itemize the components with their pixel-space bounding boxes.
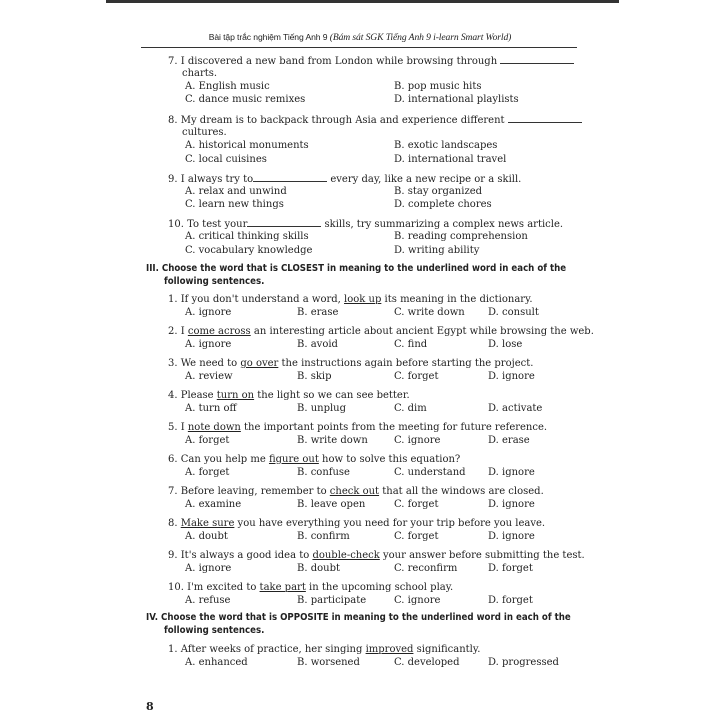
- question-text: I always try to: [180, 174, 254, 185]
- question-text-end: skills, try summarizing a complex news article.: [324, 219, 564, 230]
- option-c: C. forget: [394, 531, 439, 542]
- option-a: A. enhanced: [185, 657, 248, 668]
- option-d: D. forget: [488, 563, 533, 574]
- section-iv-heading: IV. Choose the word that is OPPOSITE in meaning to the underlined word in each of the: [146, 612, 571, 623]
- option-b: B. reading comprehension: [394, 231, 528, 242]
- option-b: B. leave open: [297, 499, 366, 510]
- question-text: 4. Please: [168, 390, 217, 401]
- option-d: D. erase: [488, 435, 530, 446]
- section-iv-heading-cont: following sentences.: [164, 625, 265, 636]
- header-subtitle: (Bám sát SGK Tiếng Anh 9 i-learn Smart World): [329, 32, 512, 43]
- question-text-end: the light so we can see better.: [254, 390, 410, 401]
- question-text: I discovered a new band from London while browsing through: [180, 56, 498, 67]
- option-c: C. local cuisines: [185, 154, 267, 165]
- underlined-phrase: go over: [240, 358, 279, 369]
- option-b: B. confuse: [297, 467, 350, 478]
- underlined-phrase: figure out: [268, 454, 319, 465]
- question-text-end: significantly.: [413, 644, 481, 655]
- option-b: B. worsened: [297, 657, 360, 668]
- option-b: B. pop music hits: [394, 81, 482, 92]
- question-3: [168, 358, 533, 370]
- question-text-end: every day, like a new recipe or a skill.: [330, 174, 522, 185]
- option-d: D. international travel: [394, 154, 507, 165]
- question-4: [168, 390, 410, 402]
- answer-blank: [508, 114, 582, 123]
- question-5: [168, 422, 547, 434]
- underlined-phrase: double-check: [312, 550, 380, 561]
- section-iii-heading: III. Choose the word that is CLOSEST in meaning to the underlined word in each of the: [146, 263, 567, 274]
- underlined-phrase: turn on: [216, 390, 255, 401]
- option-a: A. turn off: [185, 403, 237, 414]
- option-c: C. vocabulary knowledge: [185, 245, 313, 256]
- question-continuation: cultures.: [182, 127, 227, 138]
- option-a: A. review: [185, 371, 233, 382]
- question-text-end: your answer before submitting the test.: [379, 550, 585, 561]
- question-text: 8.: [168, 518, 181, 529]
- question-number: 8.: [168, 115, 178, 126]
- question-text-end: the instructions again before starting the project.: [278, 358, 534, 369]
- option-d: D. lose: [488, 339, 523, 350]
- question-text: To test your: [187, 219, 248, 230]
- question-text: 1. After weeks of practice, her singing: [168, 644, 366, 655]
- option-b: B. skip: [297, 371, 332, 382]
- option-d: D. ignore: [488, 531, 535, 542]
- underlined-phrase: take part: [259, 582, 306, 593]
- option-d: D. activate: [488, 403, 543, 414]
- question-continuation: charts.: [182, 68, 218, 79]
- question-text: My dream is to backpack through Asia and experience different: [180, 115, 505, 126]
- underlined-phrase: Make sure: [180, 518, 235, 529]
- option-d: D. ignore: [488, 499, 535, 510]
- option-c: C. dim: [394, 403, 427, 414]
- underlined-phrase: check out: [329, 486, 380, 497]
- option-a: A. ignore: [185, 339, 232, 350]
- option-c: C. write down: [394, 307, 465, 318]
- option-a: A. historical monuments: [185, 140, 309, 151]
- option-b: B. doubt: [297, 563, 340, 574]
- option-c: C. forget: [394, 371, 439, 382]
- option-b: B. avoid: [297, 339, 338, 350]
- answer-blank: [247, 218, 321, 227]
- question-text: 9. It's always a good idea to: [168, 550, 313, 561]
- option-d: D. ignore: [488, 467, 535, 478]
- underlined-phrase: improved: [365, 644, 414, 655]
- question-number: 7.: [168, 56, 178, 67]
- option-b: B. exotic landscapes: [394, 140, 498, 151]
- question-text: 10. I'm excited to: [168, 582, 260, 593]
- option-c: C. understand: [394, 467, 466, 478]
- question-10: [168, 582, 453, 594]
- option-c: C. find: [394, 339, 428, 350]
- question-text-end: the important points from the meeting for future reference.: [240, 422, 548, 433]
- option-a: A. critical thinking skills: [185, 231, 309, 242]
- option-d: D. consult: [488, 307, 539, 318]
- option-a: A. refuse: [185, 595, 231, 606]
- option-a: A. examine: [185, 499, 242, 510]
- option-a: A. forget: [185, 467, 230, 478]
- option-d: D. international playlists: [394, 94, 519, 105]
- underlined-phrase: note down: [187, 422, 241, 433]
- option-b: B. stay organized: [394, 186, 483, 197]
- option-d: D. progressed: [488, 657, 559, 668]
- option-c: C. ignore: [394, 435, 441, 446]
- page-number: 8: [146, 700, 154, 713]
- question-7: [168, 55, 574, 68]
- option-b: B. participate: [297, 595, 367, 606]
- option-d: D. ignore: [488, 371, 535, 382]
- question-text: 2. I: [168, 326, 188, 337]
- option-a: A. doubt: [185, 531, 228, 542]
- option-b: B. unplug: [297, 403, 347, 414]
- question-8: [168, 114, 582, 127]
- option-a: A. English music: [185, 81, 270, 92]
- question-2: [168, 326, 594, 338]
- question-number: 9.: [168, 174, 178, 185]
- question-text: 1. If you don't understand a word,: [168, 294, 345, 305]
- underlined-phrase: come across: [187, 326, 251, 337]
- option-c: C. learn new things: [185, 199, 284, 210]
- question-text: 5. I: [168, 422, 188, 433]
- underlined-phrase: look up: [344, 294, 382, 305]
- option-b: B. confirm: [297, 531, 350, 542]
- question-1: [168, 294, 533, 306]
- option-a: A. ignore: [185, 563, 232, 574]
- option-a: A. relax and unwind: [185, 186, 287, 197]
- section-iii-heading-cont: following sentences.: [164, 276, 265, 287]
- question-8: [168, 518, 545, 530]
- option-d: D. complete chores: [394, 199, 492, 210]
- question-text: 7. Before leaving, remember to: [168, 486, 330, 497]
- header-title: Bài tập trắc nghiệm Tiếng Anh 9: [208, 32, 330, 42]
- question-6: [168, 454, 460, 466]
- option-d: D. forget: [488, 595, 533, 606]
- option-a: A. ignore: [185, 307, 232, 318]
- answer-blank: [500, 55, 574, 64]
- question-text-end: in the upcoming school play.: [305, 582, 454, 593]
- option-b: B. erase: [297, 307, 339, 318]
- question-number: 10.: [168, 219, 184, 230]
- question-10: [168, 218, 563, 231]
- option-c: C. reconfirm: [394, 563, 458, 574]
- option-c: C. dance music remixes: [185, 94, 306, 105]
- question-7: [168, 486, 544, 498]
- question-text-end: an interesting article about ancient Egypt while browsing the web.: [250, 326, 594, 337]
- question-text-end: how to solve this equation?: [318, 454, 461, 465]
- option-b: B. write down: [297, 435, 368, 446]
- option-c: C. developed: [394, 657, 460, 668]
- question-text: 3. We need to: [168, 358, 241, 369]
- question-text-end: its meaning in the dictionary.: [381, 294, 533, 305]
- option-d: D. writing ability: [394, 245, 480, 256]
- answer-blank: [253, 173, 327, 182]
- option-a: A. forget: [185, 435, 230, 446]
- question-9: [168, 173, 521, 186]
- option-c: C. forget: [394, 499, 439, 510]
- question-text: 6. Can you help me: [168, 454, 269, 465]
- question-9: [168, 550, 585, 562]
- question-text-end: you have everything you need for your trip before you leave.: [234, 518, 546, 529]
- option-c: C. ignore: [394, 595, 441, 606]
- question-text-end: that all the windows are closed.: [379, 486, 544, 497]
- question-1: [168, 644, 480, 656]
